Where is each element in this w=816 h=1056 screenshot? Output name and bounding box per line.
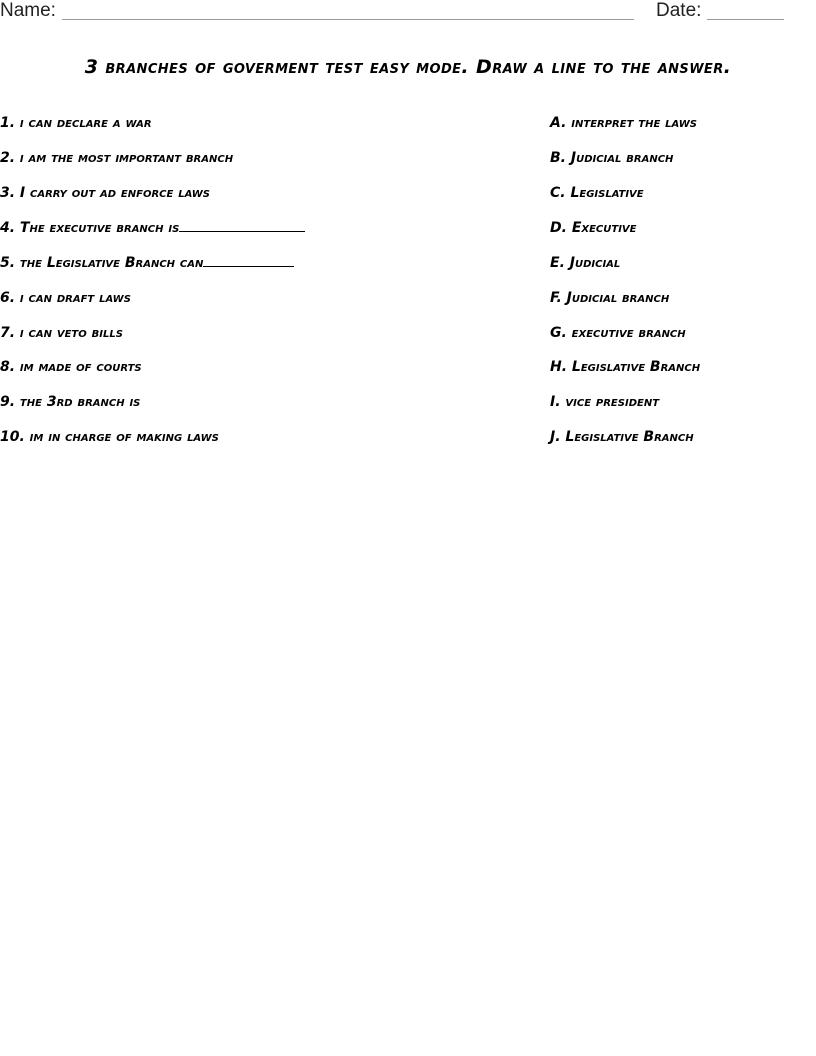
answer-item-c: C. Legislative (550, 185, 644, 201)
question-item-10 (0, 428, 219, 446)
question-text: 1. i can declare a war (0, 115, 152, 131)
answer-item-a: A. interpret the laws (550, 115, 697, 131)
answer-item-h: H. Legislative Branch (550, 359, 701, 375)
question-text: 9. the 3rd branch is (0, 394, 141, 410)
date-label: Date: (656, 0, 702, 21)
answer-item-d: D. Executive (550, 220, 637, 236)
answer-item-b: B. Judicial branch (550, 150, 674, 166)
answer-blank[interactable] (179, 219, 305, 232)
question-text: 4. The executive branch is (0, 220, 180, 236)
question-text: 10. im in charge of making laws (0, 429, 219, 445)
name-label: Name: (0, 0, 56, 21)
question-item-5 (0, 254, 294, 272)
answer-item-i: I. vice president (550, 394, 660, 410)
question-text: 6. i can draft laws (0, 290, 131, 306)
name-date-header (0, 0, 816, 26)
question-text: 5. the Legislative Branch can (0, 255, 204, 271)
date-input-line[interactable] (707, 19, 784, 20)
question-text: 2. i am the most important branch (0, 150, 234, 166)
question-item-4 (0, 219, 305, 237)
question-item-6 (0, 289, 131, 307)
question-item-9 (0, 393, 140, 411)
worksheet-title: 3 branches of goverment test easy mode. Draw a line to the answer. (84, 56, 732, 78)
question-item-7 (0, 324, 123, 342)
question-text: 3. I carry out ad enforce laws (0, 185, 210, 201)
answer-item-j: J. Legislative Branch (550, 429, 694, 445)
answer-item-f: F. Judicial branch (550, 290, 670, 306)
question-item-8 (0, 358, 142, 376)
question-item-3 (0, 184, 210, 202)
name-input-line[interactable] (62, 19, 634, 20)
answer-item-e: E. Judicial (550, 255, 621, 271)
answer-item-g: G. executive branch (550, 325, 686, 341)
answer-blank[interactable] (203, 254, 294, 267)
question-item-2 (0, 149, 233, 167)
question-item-1 (0, 114, 152, 132)
question-text: 8. im made of courts (0, 359, 142, 375)
question-text: 7. i can veto bills (0, 325, 123, 341)
